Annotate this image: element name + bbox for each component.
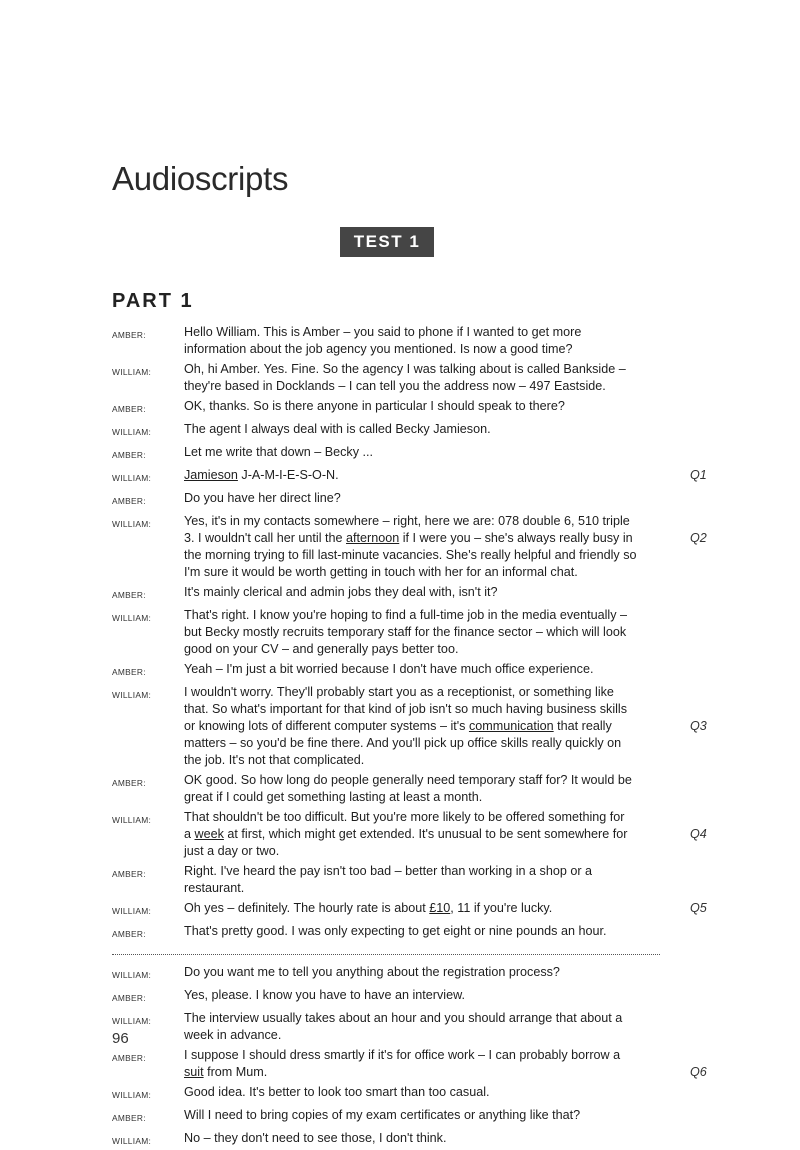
- dialogue-row: [112, 421, 712, 441]
- dialogue-row: [112, 987, 712, 1007]
- dialogue-line: OK, thanks. So is there anyone in particular I should speak to there?: [184, 399, 565, 413]
- dialogue-row: [112, 1130, 712, 1150]
- dialogue-text: [184, 1107, 662, 1127]
- dialogue-line: I'm sure it would be worth getting in touch with her for an informal chat.: [184, 565, 578, 579]
- dialogue-line: information about the job agency you mentioned. Is now a good time?: [184, 342, 573, 356]
- dialogue-text: [184, 1047, 662, 1081]
- question-marker: Q3: [690, 719, 707, 733]
- dialogue-row: [112, 324, 712, 358]
- speaker-label: AMBER:: [112, 330, 146, 340]
- dialogue-line: That's pretty good. I was only expecting to get eight or nine pounds an hour.: [184, 924, 607, 938]
- speaker-label: AMBER:: [112, 993, 146, 1003]
- speaker-label: WILLIAM:: [112, 970, 152, 980]
- dialogue-row: [112, 490, 712, 510]
- dialogue-row: [112, 584, 712, 604]
- speaker-label: WILLIAM:: [112, 1090, 152, 1100]
- dialogue-line: I wouldn't worry. They'll probably start you as a receptionist, or something like: [184, 685, 614, 699]
- dialogue-line: Right. I've heard the pay isn't too bad – better than working in a shop or a: [184, 864, 593, 878]
- answer-keyword: suit: [184, 1065, 204, 1079]
- dialogue-row: [112, 964, 712, 984]
- dialogue-text: [184, 1084, 662, 1104]
- dialogue-line: they're based in Docklands – I can tell you the address now – 497 Eastside.: [184, 379, 606, 393]
- dialogue-text: [184, 490, 662, 510]
- audioscript: [112, 324, 712, 1150]
- dialogue-line: That shouldn't be too difficult. But you're more likely to be offered something for: [184, 810, 625, 824]
- dialogue-line: Yeah – I'm just a bit worried because I don't have much office experience.: [184, 662, 594, 676]
- section-b: [112, 964, 712, 1150]
- dialogue-line: Oh, hi Amber. Yes. Fine. So the agency I was talking about is called Bankside –: [184, 362, 626, 376]
- dialogue-text: [184, 324, 662, 358]
- dialogue-row: [112, 1010, 712, 1044]
- page-title: Audioscripts: [112, 160, 289, 197]
- dialogue-text: [184, 772, 662, 806]
- answer-keyword: afternoon: [346, 531, 400, 545]
- dialogue-text: [184, 1010, 662, 1044]
- answer-keyword: week: [194, 827, 224, 841]
- question-marker: Q5: [690, 901, 707, 915]
- dialogue-text: [184, 809, 662, 860]
- speaker-label: AMBER:: [112, 496, 146, 506]
- answer-keyword: £10: [429, 901, 451, 915]
- dialogue-line: That's right. I know you're hoping to find a full-time job in the media eventually –: [184, 608, 628, 622]
- speaker-label: WILLIAM:: [112, 1136, 152, 1146]
- dialogue-row: [112, 923, 712, 943]
- dialogue-row: [112, 467, 712, 487]
- dialogue-line: The agent I always deal with is called Becky Jamieson.: [184, 422, 491, 436]
- speaker-label: AMBER:: [112, 778, 146, 788]
- test-badge: TEST 1: [340, 227, 434, 257]
- speaker-label: AMBER:: [112, 667, 146, 677]
- dialogue-row: [112, 900, 712, 920]
- dialogue-line: Yes, please. I know you have to have an interview.: [184, 988, 465, 1002]
- speaker-label: WILLIAM:: [112, 906, 152, 916]
- dialogue-row: [112, 398, 712, 418]
- dialogue-text: [184, 584, 662, 604]
- dialogue-line: matters – so you'd be fine there. And you'll pick up office skills really quickly on: [184, 736, 622, 750]
- dialogue-row: [112, 1084, 712, 1104]
- dialogue-text: [184, 923, 662, 943]
- dialogue-line: Hello William. This is Amber – you said to phone if I wanted to get more: [184, 325, 582, 339]
- dialogue-line: Good idea. It's better to look too smart than too casual.: [184, 1085, 490, 1099]
- dialogue-line: It's mainly clerical and admin jobs they deal with, isn't it?: [184, 585, 498, 599]
- dialogue-text: [184, 421, 662, 441]
- dialogue-line: No – they don't need to see those, I don't think.: [184, 1131, 447, 1145]
- dialogue-row: [112, 513, 712, 581]
- dialogue-row: [112, 361, 712, 395]
- dialogue-line: or knowing lots of different computer systems – it's communication that really: [184, 719, 612, 733]
- dialogue-text: [184, 987, 662, 1007]
- speaker-label: WILLIAM:: [112, 519, 152, 529]
- speaker-label: WILLIAM:: [112, 690, 152, 700]
- dialogue-line: Oh yes – definitely. The hourly rate is about £10, 11 if you're lucky.: [184, 901, 553, 915]
- dialogue-text: [184, 1130, 662, 1150]
- dialogue-text: [184, 900, 662, 920]
- speaker-label: AMBER:: [112, 869, 146, 879]
- dialogue-line: that. So what's important for that kind of job isn't so much having business skills: [184, 702, 628, 716]
- dialogue-line: Yes, it's in my contacts somewhere – right, here we are: 078 double 6, 510 triple: [184, 514, 630, 528]
- dialogue-row: [112, 607, 712, 658]
- dialogue-text: [184, 467, 662, 487]
- dialogue-line: 3. I wouldn't call her until the afternoon if I were you – she's always really busy in: [184, 531, 633, 545]
- dialogue-text: [184, 684, 662, 769]
- dialogue-row: [112, 1047, 712, 1081]
- part-heading: PART 1: [112, 290, 194, 312]
- speaker-label: AMBER:: [112, 590, 146, 600]
- dialogue-text: [184, 661, 662, 681]
- dialogue-line: Jamieson J-A-M-I-E-S-O-N.: [184, 468, 339, 482]
- question-marker: Q2: [690, 531, 707, 545]
- speaker-label: WILLIAM:: [112, 613, 152, 623]
- dialogue-line: week in advance.: [184, 1028, 282, 1042]
- dialogue-line: just a day or two.: [184, 844, 280, 858]
- section-divider: [112, 954, 660, 955]
- dialogue-text: [184, 513, 662, 581]
- dialogue-text: [184, 398, 662, 418]
- dialogue-row: [112, 1107, 712, 1127]
- dialogue-row: [112, 684, 712, 769]
- dialogue-line: Will I need to bring copies of my exam certificates or anything like that?: [184, 1108, 581, 1122]
- speaker-label: WILLIAM:: [112, 473, 152, 483]
- speaker-label: AMBER:: [112, 929, 146, 939]
- dialogue-text: [184, 361, 662, 395]
- dialogue-line: a week at first, which might get extended. It's unusual to be sent somewhere for: [184, 827, 628, 841]
- answer-keyword: communication: [468, 719, 554, 733]
- dialogue-line: good on your CV – and generally pays better too.: [184, 642, 459, 656]
- dialogue-text: [184, 607, 662, 658]
- dialogue-row: [112, 444, 712, 464]
- dialogue-text: [184, 964, 662, 984]
- dialogue-line: suit from Mum.: [184, 1065, 268, 1079]
- speaker-label: AMBER:: [112, 404, 146, 414]
- dialogue-line: Let me write that down – Becky ...: [184, 445, 373, 459]
- speaker-label: AMBER:: [112, 1113, 146, 1123]
- question-marker: Q4: [690, 827, 707, 841]
- speaker-label: WILLIAM:: [112, 427, 152, 437]
- page-number: 96: [112, 1030, 129, 1047]
- dialogue-line: I suppose I should dress smartly if it's for office work – I can probably borrow a: [184, 1048, 621, 1062]
- speaker-label: WILLIAM:: [112, 815, 152, 825]
- section-a: [112, 324, 712, 943]
- dialogue-line: great if I could get something lasting at least a month.: [184, 790, 483, 804]
- speaker-label: WILLIAM:: [112, 1016, 152, 1026]
- dialogue-text: [184, 444, 662, 464]
- dialogue-line: the morning trying to fill last-minute vacancies. She's really helpful and friendly so: [184, 548, 637, 562]
- dialogue-line: Do you have her direct line?: [184, 491, 341, 505]
- dialogue-row: [112, 772, 712, 806]
- dialogue-line: OK good. So how long do people generally need temporary staff for? It would be: [184, 773, 632, 787]
- speaker-label: WILLIAM:: [112, 367, 152, 377]
- dialogue-line: The interview usually takes about an hour and you should arrange that about a: [184, 1011, 623, 1025]
- answer-keyword: Jamieson: [184, 468, 238, 482]
- dialogue-row: [112, 809, 712, 860]
- dialogue-text: [184, 863, 662, 897]
- dialogue-line: Do you want me to tell you anything about the registration process?: [184, 965, 560, 979]
- speaker-label: AMBER:: [112, 450, 146, 460]
- question-marker: Q1: [690, 468, 707, 482]
- dialogue-line: the job. It's not that complicated.: [184, 753, 365, 767]
- question-marker: Q6: [690, 1065, 707, 1079]
- speaker-label: AMBER:: [112, 1053, 146, 1063]
- dialogue-line: but Becky mostly recruits temporary staff for the finance sector – which will look: [184, 625, 627, 639]
- dialogue-row: [112, 863, 712, 897]
- dialogue-row: [112, 661, 712, 681]
- dialogue-line: restaurant.: [184, 881, 245, 895]
